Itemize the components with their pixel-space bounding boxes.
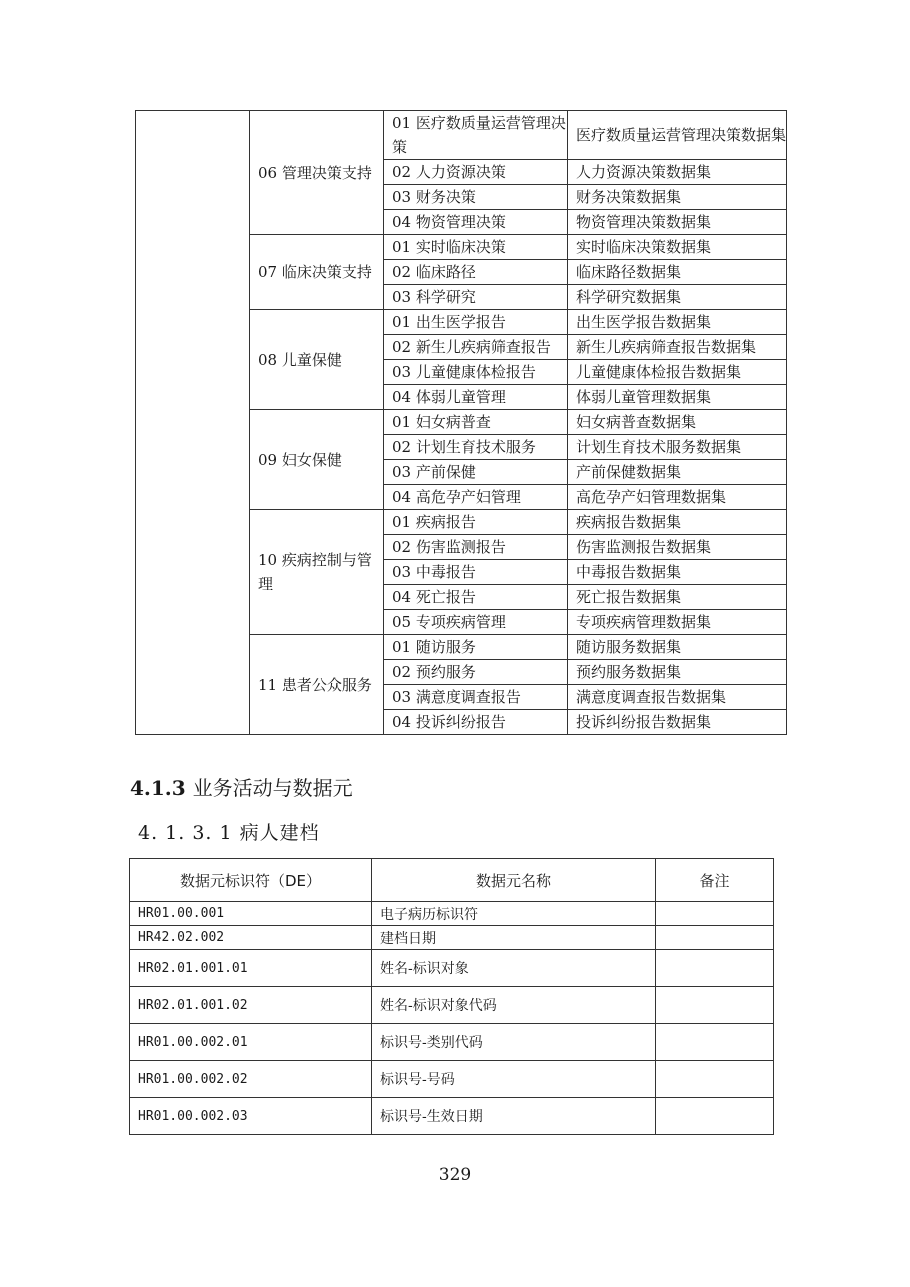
category-table: [135, 110, 787, 735]
table-row: [130, 1098, 774, 1135]
dataset-cell: 伤害监测报告数据集: [568, 535, 787, 560]
activity-cell: 04 高危孕产妇管理: [384, 485, 568, 510]
page-number: 329: [438, 1165, 472, 1185]
activity-cell: 01 随访服务: [384, 635, 568, 660]
table-row: [136, 111, 787, 160]
name-cell: 姓名-标识对象: [372, 950, 656, 987]
activity-cell: 04 投诉纠纷报告: [384, 710, 568, 735]
subsection-heading: 4. 1. 3. 1 病人建档: [138, 822, 320, 844]
table-row: [130, 987, 774, 1024]
dataset-cell: 物资管理决策数据集: [568, 210, 787, 235]
dataset-cell: 人力资源决策数据集: [568, 160, 787, 185]
activity-cell: 03 财务决策: [384, 185, 568, 210]
dataset-cell: 高危孕产妇管理数据集: [568, 485, 787, 510]
dataset-cell: 临床路径数据集: [568, 260, 787, 285]
de-cell: HR01.00.002.03: [130, 1098, 372, 1135]
dataset-cell: 死亡报告数据集: [568, 585, 787, 610]
name-cell: 标识号-类别代码: [372, 1024, 656, 1061]
header-note: 备注: [656, 859, 774, 902]
activity-cell: 01 疾病报告: [384, 510, 568, 535]
dataset-cell: 预约服务数据集: [568, 660, 787, 685]
activity-cell: 02 伤害监测报告: [384, 535, 568, 560]
dataset-cell: 产前保健数据集: [568, 460, 787, 485]
activity-cell: 04 体弱儿童管理: [384, 385, 568, 410]
table-row: [130, 1024, 774, 1061]
de-cell: HR01.00.001: [130, 902, 372, 926]
dataset-cell: 新生儿疾病筛查报告数据集: [568, 335, 787, 360]
activity-cell: 03 产前保健: [384, 460, 568, 485]
de-cell: HR01.00.002.01: [130, 1024, 372, 1061]
de-cell: HR02.01.001.02: [130, 987, 372, 1024]
dataset-cell: 体弱儿童管理数据集: [568, 385, 787, 410]
activity-cell: 03 科学研究: [384, 285, 568, 310]
activity-cell: 02 人力资源决策: [384, 160, 568, 185]
table-row: [130, 926, 774, 950]
name-cell: 电子病历标识符: [372, 902, 656, 926]
note-cell: [656, 902, 774, 926]
activity-cell: 02 计划生育技术服务: [384, 435, 568, 460]
de-cell: HR42.02.002: [130, 926, 372, 950]
dataset-cell: 疾病报告数据集: [568, 510, 787, 535]
section-heading: [130, 772, 353, 801]
level1-cell: [136, 111, 250, 735]
group-cell: 11 患者公众服务: [250, 635, 384, 735]
dataset-cell: 计划生育技术服务数据集: [568, 435, 787, 460]
name-cell: 姓名-标识对象代码: [372, 987, 656, 1024]
de-cell: HR01.00.002.02: [130, 1061, 372, 1098]
table-row: [130, 902, 774, 926]
dataset-cell: 中毒报告数据集: [568, 560, 787, 585]
activity-cell: 05 专项疾病管理: [384, 610, 568, 635]
dataset-cell: 投诉纠纷报告数据集: [568, 710, 787, 735]
dataset-cell: 出生医学报告数据集: [568, 310, 787, 335]
activity-cell: 03 儿童健康体检报告: [384, 360, 568, 385]
note-cell: [656, 1098, 774, 1135]
activity-cell: 03 满意度调查报告: [384, 685, 568, 710]
note-cell: [656, 1061, 774, 1098]
activity-cell: 04 死亡报告: [384, 585, 568, 610]
name-cell: 标识号-生效日期: [372, 1098, 656, 1135]
note-cell: [656, 1024, 774, 1061]
activity-cell: 01 妇女病普查: [384, 410, 568, 435]
dataset-cell: 随访服务数据集: [568, 635, 787, 660]
group-cell: 08 儿童保健: [250, 310, 384, 410]
dataset-cell: 实时临床决策数据集: [568, 235, 787, 260]
dataset-cell: 专项疾病管理数据集: [568, 610, 787, 635]
group-cell: 09 妇女保健: [250, 410, 384, 510]
group-cell: 10 疾病控制与管理: [250, 510, 384, 635]
table-row: [130, 1061, 774, 1098]
dataset-cell: 医疗数质量运营管理决策数据集: [568, 111, 787, 160]
name-cell: 标识号-号码: [372, 1061, 656, 1098]
table-header-row: [130, 859, 774, 902]
section-title: 业务活动与数据元: [192, 776, 353, 800]
de-cell: HR02.01.001.01: [130, 950, 372, 987]
data-element-table: [129, 858, 774, 1135]
dataset-cell: 儿童健康体检报告数据集: [568, 360, 787, 385]
dataset-cell: 科学研究数据集: [568, 285, 787, 310]
activity-cell: 01 实时临床决策: [384, 235, 568, 260]
activity-cell: 02 预约服务: [384, 660, 568, 685]
group-cell: 06 管理决策支持: [250, 111, 384, 235]
dataset-cell: 财务决策数据集: [568, 185, 787, 210]
section-number: 4.1.3: [130, 776, 186, 800]
group-cell: 07 临床决策支持: [250, 235, 384, 310]
dataset-cell: 妇女病普查数据集: [568, 410, 787, 435]
header-de: 数据元标识符（DE）: [130, 859, 372, 902]
note-cell: [656, 950, 774, 987]
header-name: 数据元名称: [372, 859, 656, 902]
name-cell: 建档日期: [372, 926, 656, 950]
note-cell: [656, 987, 774, 1024]
note-cell: [656, 926, 774, 950]
activity-cell: 01 医疗数质量运营管理决策: [384, 111, 568, 160]
activity-cell: 03 中毒报告: [384, 560, 568, 585]
activity-cell: 02 临床路径: [384, 260, 568, 285]
activity-cell: 01 出生医学报告: [384, 310, 568, 335]
table-row: [130, 950, 774, 987]
activity-cell: 04 物资管理决策: [384, 210, 568, 235]
activity-cell: 02 新生儿疾病筛查报告: [384, 335, 568, 360]
dataset-cell: 满意度调查报告数据集: [568, 685, 787, 710]
